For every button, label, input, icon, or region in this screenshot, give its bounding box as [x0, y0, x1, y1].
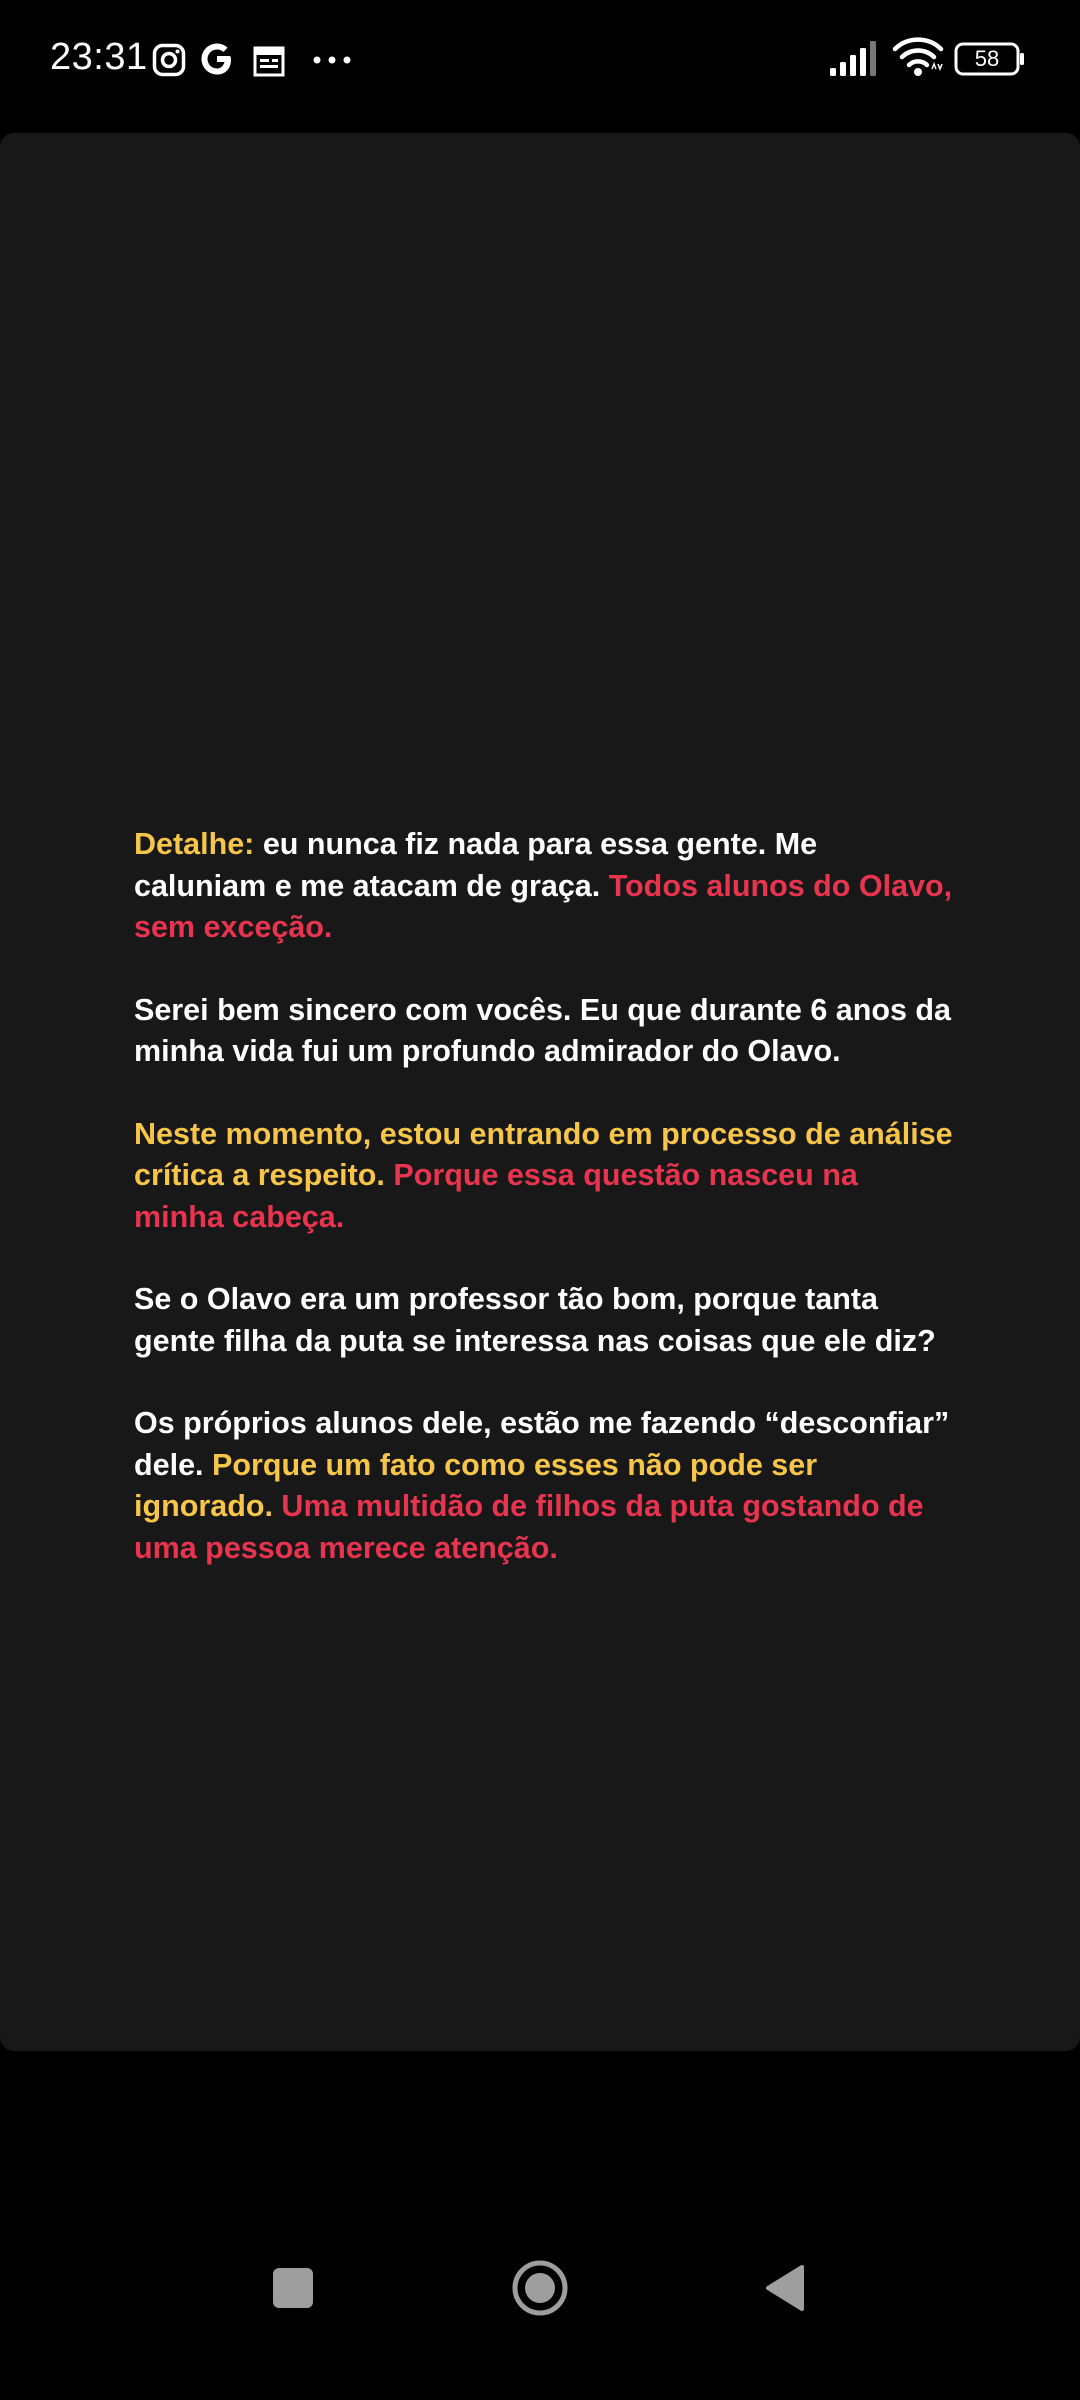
wifi-icon: [892, 36, 944, 78]
story-text-segment: Os próprios alunos dele, estão me fazendo “desconfiar” dele.: [134, 1406, 950, 1482]
story-text-segment: eu nunca fiz nada para essa gente. Me caluniam e me atacam de graça.: [134, 827, 818, 903]
status-clock: 23:31: [50, 36, 148, 78]
home-icon[interactable]: [510, 2258, 570, 2318]
story-text-segment: Detalhe:: [134, 827, 255, 861]
story-text-segment: Neste momento, estou entrando em processo de análise crítica a respeito.: [134, 1116, 953, 1192]
story-paragraph: [134, 1114, 954, 1239]
status-bar: [0, 0, 1080, 120]
story-paragraph: [134, 1279, 954, 1362]
story-text-segment: Porque essa questão nasceu na minha cabeça.: [134, 1158, 858, 1234]
story-paragraph: [134, 824, 954, 949]
navigation-bar: [0, 2230, 1080, 2340]
story-text-segment: Porque um fato como esses não pode ser ignorado.: [134, 1447, 818, 1523]
recents-icon[interactable]: [270, 2265, 316, 2311]
back-icon[interactable]: [762, 2263, 808, 2313]
story-text-segment: Uma multidão de filhos da puta gostando de uma pessoa merece atenção.: [134, 1489, 924, 1565]
story-text: [134, 824, 954, 1569]
more-icon: [312, 55, 352, 65]
story-paragraph: [134, 990, 954, 1073]
google-icon: [197, 39, 237, 79]
instagram-icon: [152, 43, 186, 77]
story-text-segment: Se o Olavo era um professor tão bom, porque tanta gente filha da puta se interessa nas coisas que ele diz?: [134, 1282, 936, 1358]
battery-level: 58: [974, 46, 1000, 71]
calendar-icon: [253, 44, 285, 78]
story-text-segment: Serei bem sincero com vocês. Eu que durante 6 anos da minha vida fui um profundo admirador do Olavo.: [134, 992, 952, 1068]
story-text-segment: Todos alunos do Olavo, sem exceção.: [134, 868, 953, 944]
signal-icon: [828, 38, 880, 78]
story-paragraph: [134, 1403, 954, 1569]
story-card[interactable]: [0, 133, 1080, 2051]
